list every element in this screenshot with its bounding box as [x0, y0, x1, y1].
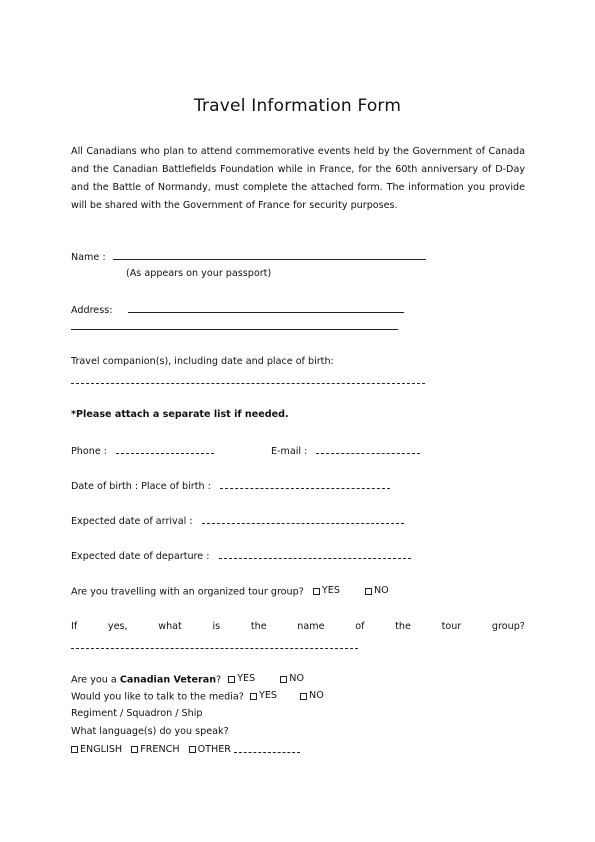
language-french-checkbox[interactable]: [131, 746, 138, 753]
tour-group-field[interactable]: [71, 639, 358, 649]
tour-yes-checkbox[interactable]: [313, 588, 320, 595]
name-note: (As appears on your passport): [126, 268, 272, 279]
language-english-option[interactable]: [71, 744, 122, 756]
departure-row: [71, 549, 411, 563]
language-other-field[interactable]: [234, 743, 300, 753]
veteran-prefix: Are you a: [71, 674, 117, 686]
companions-label: Travel companion(s), including date and place of birth:: [71, 356, 334, 367]
tour-yes-option[interactable]: [313, 585, 340, 597]
tour-group-word: the: [250, 621, 267, 632]
address-label: Address:: [71, 305, 113, 316]
companions-field[interactable]: [71, 374, 425, 384]
media-row: [71, 690, 324, 704]
tour-row: [71, 585, 389, 599]
intro-paragraph: All Canadians who plan to attend commemorative events held by the Government of Canada and the Canadian Battlefields Foundation while in France, for the 60th anniversary of D-Day and the Battle of Normandy, must complete the attached form. The information you provide will be shared with the Government of France for security purposes.: [71, 146, 525, 211]
veteran-row: [71, 673, 304, 687]
phone-field[interactable]: [116, 444, 214, 454]
tour-group-word: is: [212, 621, 221, 632]
phone-label: Phone :: [71, 446, 107, 457]
companions-row: [71, 374, 425, 388]
language-question: What language(s) do you speak?: [71, 726, 229, 737]
tour-yes-label: YES: [321, 585, 340, 596]
email-label: E-mail :: [271, 446, 308, 457]
name-row: [71, 250, 426, 264]
arrival-label: Expected date of arrival :: [71, 516, 193, 527]
email-field[interactable]: [316, 444, 420, 454]
veteran-bold-text: Canadian Veteran: [119, 674, 217, 686]
name-label: Name :: [71, 252, 106, 263]
tour-group-word: tour: [441, 621, 462, 632]
address-row-2: [71, 320, 398, 334]
veteran-no-label: NO: [289, 673, 304, 684]
veteran-suffix: ?: [216, 674, 222, 686]
tour-group-word: the: [395, 621, 411, 632]
tour-group-word: group?: [491, 621, 525, 632]
tour-group-row: [71, 639, 358, 653]
language-french-label: FRENCH: [140, 743, 180, 755]
tour-no-option[interactable]: [365, 585, 389, 597]
departure-label: Expected date of departure :: [71, 551, 210, 562]
tour-no-label: NO: [373, 585, 389, 596]
media-yes-checkbox[interactable]: [250, 693, 257, 700]
address-row: [71, 303, 404, 317]
tour-group-word: name: [297, 621, 325, 632]
language-row: [71, 743, 300, 757]
tour-group-word: of: [355, 621, 365, 632]
tour-group-word: If: [71, 621, 78, 632]
language-other-checkbox[interactable]: [189, 746, 196, 753]
address-field-2[interactable]: [71, 320, 398, 330]
tour-group-question: [71, 621, 525, 632]
media-question: Would you like to talk to the media?: [71, 691, 244, 703]
veteran-no-checkbox[interactable]: [280, 676, 287, 683]
departure-field[interactable]: [219, 549, 411, 559]
veteran-yes-label: YES: [237, 673, 256, 684]
dob-label: Date of birth : Place of birth :: [71, 481, 211, 492]
tour-no-checkbox[interactable]: [365, 588, 372, 595]
veteran-yes-checkbox[interactable]: [228, 676, 235, 683]
tour-question: Are you travelling with an organized tour group?: [71, 586, 304, 598]
dob-field[interactable]: [220, 479, 390, 489]
arrival-row: [71, 514, 404, 528]
name-field[interactable]: [113, 250, 426, 260]
language-french-option[interactable]: [131, 744, 179, 756]
veteran-no-option[interactable]: [280, 673, 304, 685]
dob-row: [71, 479, 390, 493]
media-yes-option[interactable]: [250, 690, 277, 702]
media-no-checkbox[interactable]: [300, 693, 307, 700]
language-english-label: ENGLISH: [80, 743, 123, 755]
media-no-option[interactable]: [300, 690, 324, 702]
regiment-label: Regiment / Squadron / Ship: [71, 708, 203, 719]
address-field-1[interactable]: [128, 303, 404, 313]
attach-note: *Please attach a separate list if needed.: [71, 409, 289, 420]
form-title: Travel Information Form: [193, 96, 402, 116]
language-other-option[interactable]: [189, 744, 231, 756]
tour-group-word: yes,: [107, 621, 128, 632]
phone-row: [71, 444, 214, 458]
email-row: [271, 444, 420, 458]
media-no-label: NO: [309, 690, 324, 701]
arrival-field[interactable]: [202, 514, 404, 524]
language-other-label: OTHER: [197, 743, 231, 755]
veteran-yes-option[interactable]: [228, 673, 255, 685]
language-english-checkbox[interactable]: [71, 746, 78, 753]
tour-group-word: what: [158, 621, 182, 632]
media-yes-label: YES: [258, 690, 277, 701]
